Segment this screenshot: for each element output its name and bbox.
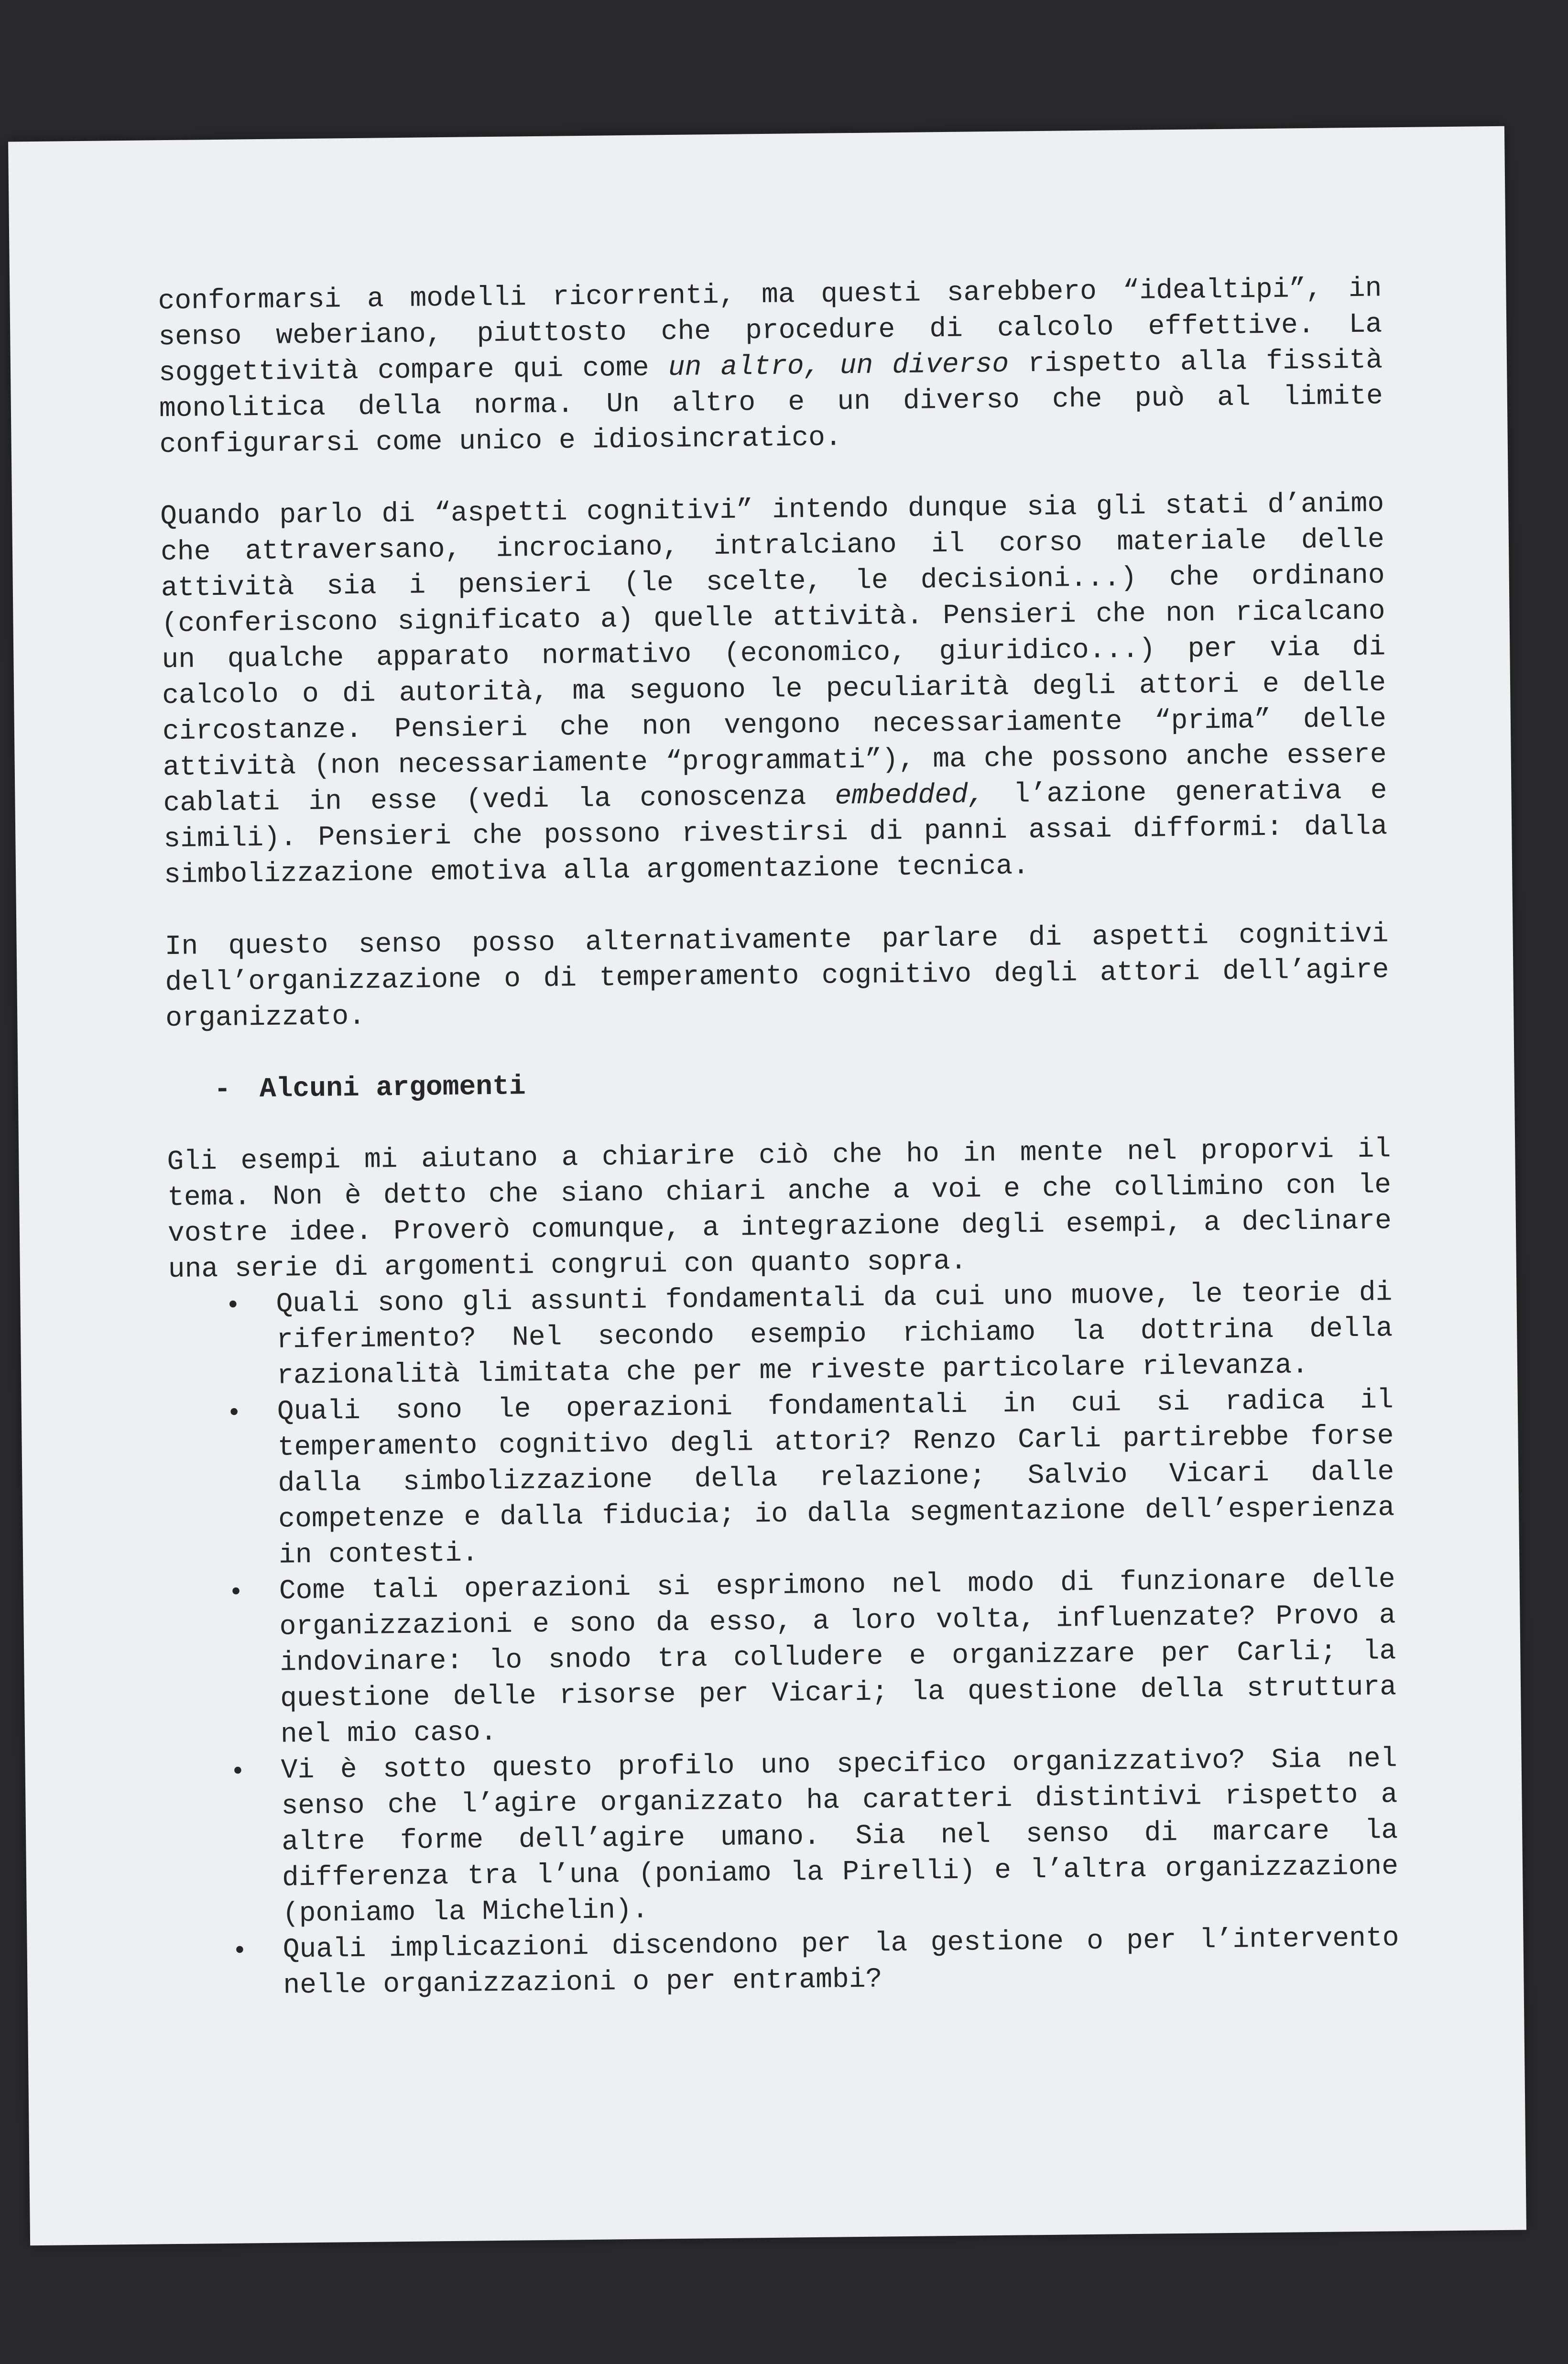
heading-dash: - [214,1074,231,1106]
argument-list [168,1275,1400,2005]
paragraph-3: In questo senso posso alternativamente parlare di aspetti cognitivi dell’organizzazione o di temperamento cognitivo degli attori dell’agire organizzato. [164,919,1389,1035]
heading-text: Alcuni argomenti [259,1071,526,1105]
list-item [226,1275,1393,1394]
bullet-icon: • [232,1936,247,1964]
list-item [230,1741,1399,1932]
list-item [227,1382,1395,1573]
bullet-icon: • [229,1577,243,1606]
list-item [232,1920,1399,2003]
paragraph-2 [160,486,1388,893]
section-heading [214,1060,1390,1108]
bullet-icon: • [230,1757,245,1785]
paragraph-2-text-a: Quando parlo di “aspetti cognitivi” intendo dunque sia gli stati d’animo che attraversano, incrociano, intralciano il corso materiale delle attività sia i pensieri (le scelte, le decisioni...) che ordinano (conferiscono significato a) quelle attività. Pensieri che non ricalcano un qualche apparato normativo (economico, giuridico...) per via di calcolo o di autorità, ma seguono le peculiarità degli attori e delle circostanze. Pensieri che non vengono necessariamente “prima” delle attività (non necessariamente “programmati”), ma che possono anche essere cablati in esse (vedi la conoscenza [160,488,1387,820]
paper-sheet [8,126,1526,2246]
paragraph-1 [158,271,1383,463]
list-item [229,1562,1397,1752]
bullet-icon: • [227,1398,241,1426]
list-item-text: Vi è sotto questo profilo uno specifico organizzativo? Sia nel senso che l’agire organizzato ha caratteri distintivi rispetto a altre forme dell’agire umano. Sia nel senso di marcare la differenza tra l’una (poniamo la Pirelli) e l’altra organizzazione (poniamo la Michelin). [281,1743,1399,1930]
list-item-text: Quali sono gli assunti fondamentali da cui uno muove, le teorie di riferimento? Nel secondo esempio richiamo la dottrina della razionalità limitata che per me riveste particolare rilevanza. [276,1277,1393,1392]
list-item-text: Quali implicazioni discendono per la gestione o per l’intervento nelle organizzazioni o per entrambi? [283,1923,1399,2002]
list-item-text: Come tali operazioni si esprimono nel modo di funzionare delle organizzazioni e sono da esso, a loro volta, influenzate? Provo a indovinare: lo snodo tra colludere e organizzare per Carli; la questione delle risorse per Vicari; la questione della struttura nel mio caso. [279,1564,1397,1751]
list-item-text: Quali sono le operazioni fondamentali in cui si radica il temperamento cognitivo degli attori? Renzo Carli partirebbe forse dalla simbolizzazione della relazione; Salvio Vicari dalle competenze e dalla fiducia; io dalla segmentazione dell’esperienza in contesti. [277,1385,1395,1571]
paragraph-2-emphasis: embedded, [835,779,985,812]
paragraph-2-text-b: l’azione generativa e simili). Pensieri che possono rivestirsi di panni assai difformi: dalla simbolizzazione emotiva alla argomentazione tecnica. [163,775,1388,891]
document-body [158,271,1400,2005]
paragraph-4: Gli esempi mi aiutano a chiarire ciò che ho in mente nel proporvi il tema. Non è detto che siano chiari anche a voi e che collimino con le vostre idee. Proverò comunque, a integrazione degli esempi, a declinare una serie di argomenti congrui con quanto sopra. [167,1134,1392,1286]
paragraph-1-text-a: conformarsi a modelli ricorrenti, ma questi sarebbero “idealtipi”, in senso weberiano, piuttosto che procedure di calcolo effettive. La soggettività compare qui come [158,273,1383,389]
paragraph-1-emphasis: un altro, un diverso [668,349,1009,384]
bullet-icon: • [226,1291,240,1319]
paragraph-1-text-b: rispetto alla fissità monolitica della norma. Un altro e un diverso che può al limite configurarsi come unico e idiosincratico. [159,345,1383,461]
